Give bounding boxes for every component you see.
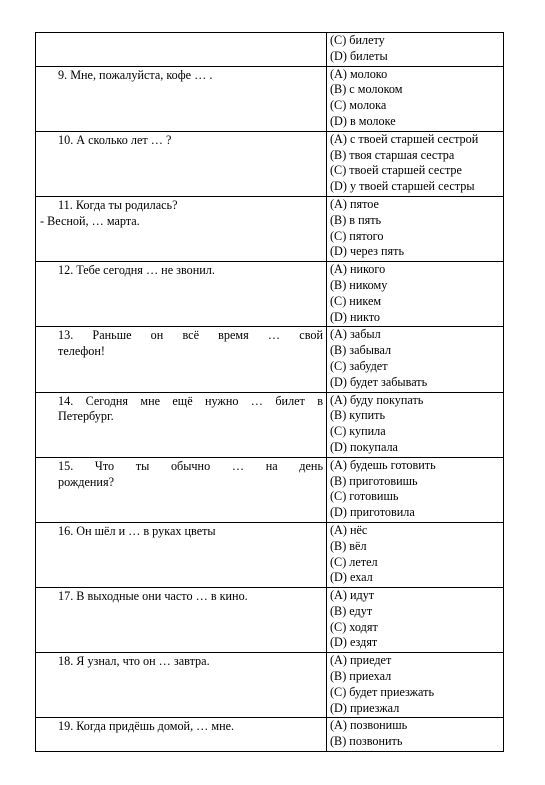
question-text: - Весной, … марта. [40,213,140,228]
answer-option: (A) буду покупать [330,392,424,407]
question-row [36,327,504,392]
question-text: 18. Я узнал, что он … завтра. [58,654,210,669]
question-row [36,522,504,587]
answer-option: (C) молока [330,98,387,113]
answer-option: (A) позвонишь [330,718,408,733]
question-cell [36,66,327,131]
answer-option: (D) покупала [330,439,398,454]
question-row [36,718,504,752]
answer-option: (A) приедет [330,653,392,668]
answer-option: (C) никем [330,293,382,308]
question-text: 9. Мне, пожалуйста, кофе … . [58,67,213,82]
question-row [36,131,504,196]
options-cell [327,392,504,457]
question-cell [36,457,327,522]
options-cell [327,457,504,522]
answer-option: (A) будешь готовить [330,457,436,472]
answer-option: (C) твоей старшей сестре [330,163,462,178]
answer-option: (C) билету [330,33,385,47]
options-cell [327,262,504,327]
question-cell [36,327,327,392]
question-cell [36,33,327,67]
question-row [36,653,504,718]
answer-option: (B) забывал [330,343,392,358]
answer-option: (D) будет забывать [330,374,428,389]
question-cell [36,131,327,196]
question-text: 15. Что ты обычно … на день [58,458,323,473]
question-row [36,262,504,327]
answer-option: (A) идут [330,588,375,603]
question-text: 11. Когда ты родилась? [58,197,178,212]
answer-option: (D) ехал [330,570,373,585]
answer-option: (D) через пять [330,244,405,259]
answer-option: (C) купила [330,424,386,439]
answer-option: (B) никому [330,277,388,292]
answer-option: (B) в пять [330,212,382,227]
answer-option: (D) ездят [330,635,378,650]
answer-option: (A) пятое [330,196,379,211]
answer-option: (B) позвонить [330,734,403,749]
question-cell [36,718,327,752]
answer-option: (D) билеты [330,48,388,63]
answer-option: (A) забыл [330,327,381,342]
question-cell [36,653,327,718]
answer-option: (D) никто [330,309,381,324]
answer-option: (B) приготовишь [330,473,418,488]
answer-option: (B) вёл [330,538,367,553]
options-cell [327,588,504,653]
question-cell [36,196,327,261]
quiz-table [35,32,504,752]
question-row [36,457,504,522]
options-cell [327,131,504,196]
answer-option: (D) приготовила [330,505,415,520]
question-text: 19. Когда придёшь домой, … мне. [58,719,235,734]
answer-option: (A) никого [330,262,386,277]
question-cell [36,522,327,587]
options-cell [327,33,504,67]
options-cell [327,327,504,392]
answer-option: (C) будет приезжать [330,684,435,699]
question-cell [36,588,327,653]
question-text: Петербург. [58,409,114,424]
answer-option: (D) у твоей старшей сестры [330,179,475,194]
question-text: рождения? [58,474,114,489]
answer-option: (A) с твоей старшей сестрой [330,131,479,146]
answer-option: (C) пятого [330,228,384,243]
answer-option: (C) летел [330,554,378,569]
question-cell [36,392,327,457]
options-cell [327,653,504,718]
options-cell [327,718,504,752]
answer-option: (D) приезжал [330,700,400,715]
question-row [36,392,504,457]
answer-option: (C) готовишь [330,489,399,504]
answer-option: (B) с молоком [330,82,403,97]
quiz-table-body [36,33,504,752]
options-cell [327,522,504,587]
question-row [36,196,504,261]
question-text: 16. Он шёл и … в руках цветы [58,523,216,538]
question-text: 12. Тебе сегодня … не звонил. [58,263,215,278]
answer-option: (B) купить [330,408,386,423]
answer-option: (B) приехал [330,669,392,684]
answer-option: (B) едут [330,603,373,618]
answer-option: (D) в молоке [330,113,396,128]
answer-option: (C) ходят [330,619,378,634]
question-text: телефон! [58,344,105,359]
answer-option: (A) нёс [330,522,368,537]
answer-option: (A) молоко [330,66,388,81]
answer-option: (B) твоя старшая сестра [330,147,455,162]
question-row [36,33,504,67]
question-text: 10. А сколько лет … ? [58,132,172,147]
question-text: 13. Раньше он всё время … свой [58,328,323,343]
question-cell [36,262,327,327]
options-cell [327,66,504,131]
question-text: 14. Сегодня мне ещё нужно … билет в [58,393,323,408]
question-row [36,66,504,131]
question-row [36,588,504,653]
question-text: 17. В выходные они часто … в кино. [58,589,248,604]
answer-option: (C) забудет [330,358,388,373]
options-cell [327,196,504,261]
